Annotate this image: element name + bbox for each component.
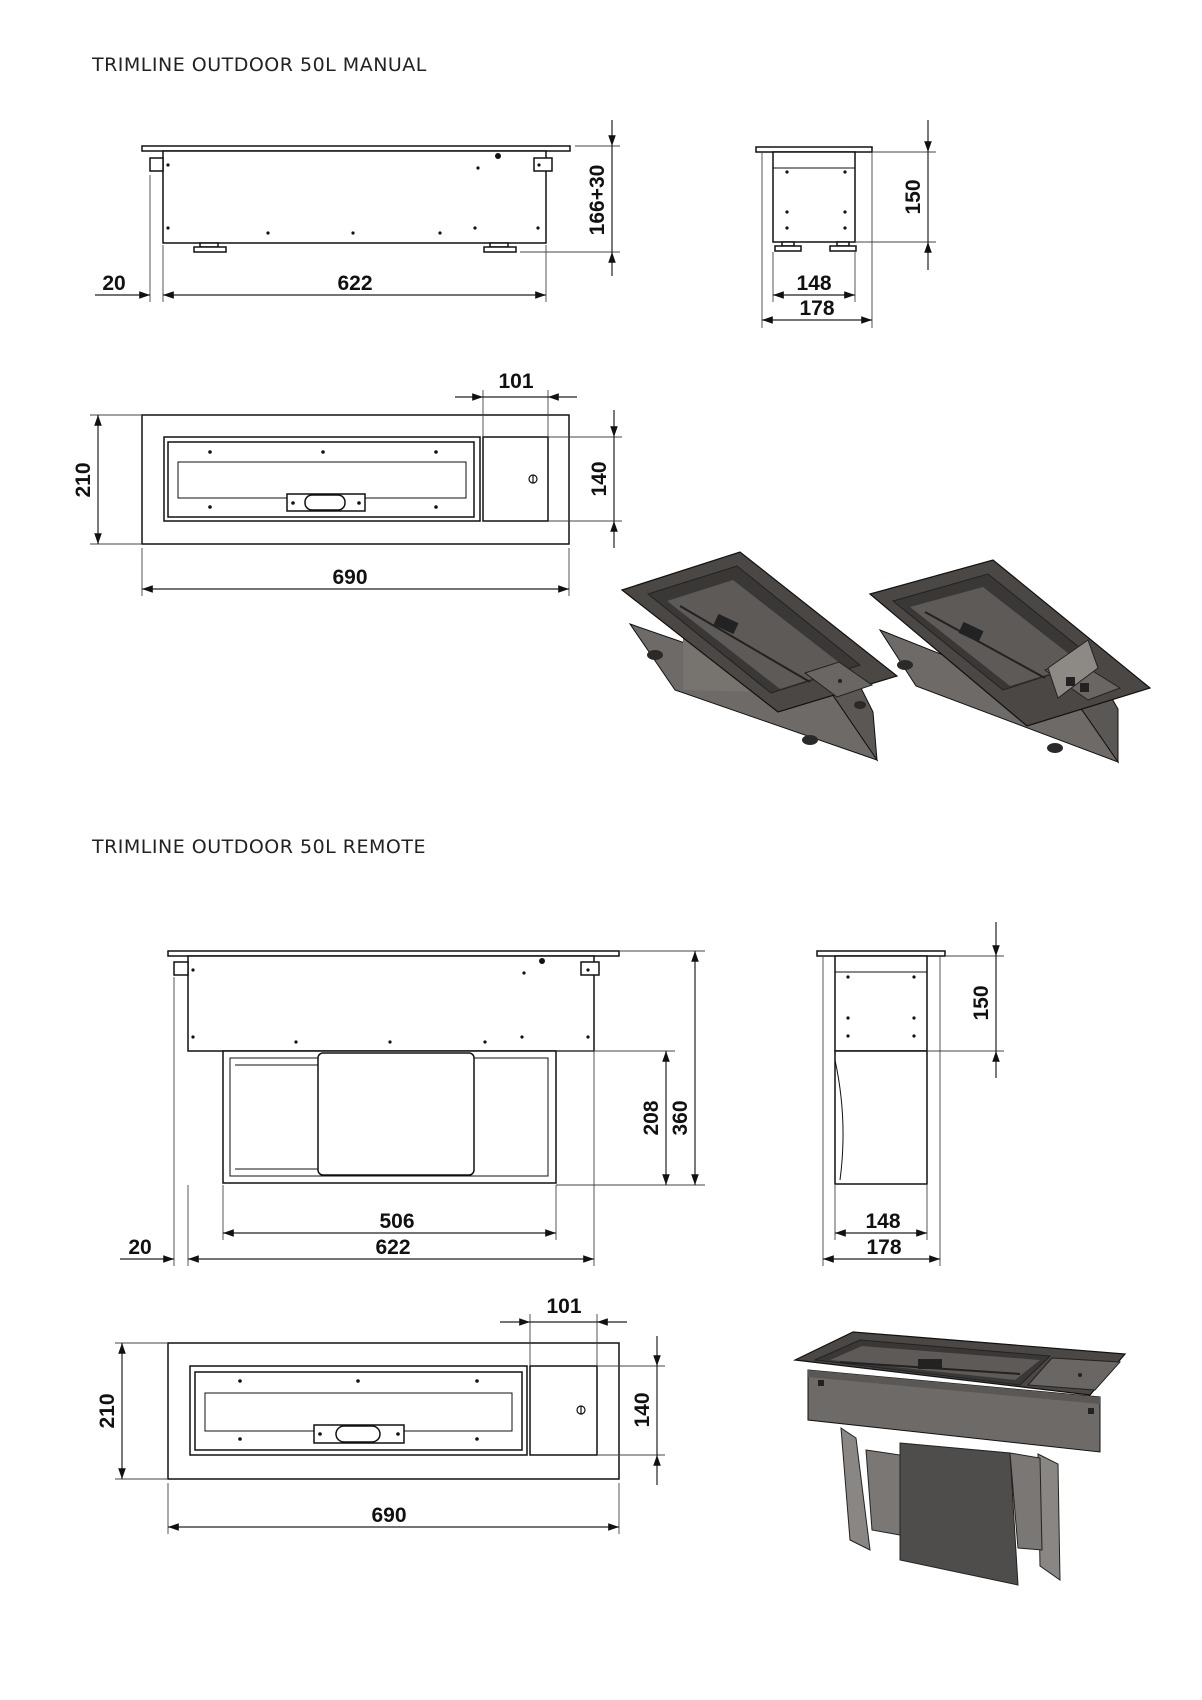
manual-top-length-label: 690 <box>332 566 368 589</box>
remote-offset-label: 20 <box>128 1236 152 1259</box>
manual-front-view <box>142 146 570 252</box>
manual-top-view <box>142 415 569 544</box>
manual-side-height-label: 150 <box>902 179 925 215</box>
remote-total-height-label: 360 <box>669 1100 692 1136</box>
remote-inner-length-label: 506 <box>379 1210 415 1233</box>
manual-panel-width-label: 101 <box>498 370 534 393</box>
manual-height-label: 166+30 <box>586 164 609 236</box>
remote-top-view <box>168 1343 619 1479</box>
manual-offset-label: 20 <box>102 272 126 295</box>
manual-panel-depth-label: 140 <box>588 461 611 497</box>
manual-length-label: 622 <box>337 272 373 295</box>
remote-side-outer-label: 178 <box>866 1236 902 1259</box>
manual-top-depth-label: 210 <box>72 462 95 498</box>
manual-side-inner-label: 148 <box>796 272 832 295</box>
remote-side-height-label: 150 <box>970 985 993 1021</box>
remote-top-length-label: 690 <box>371 1504 407 1527</box>
manual-side-view <box>756 147 872 251</box>
remote-render <box>795 1332 1125 1585</box>
remote-side-inner-label: 148 <box>865 1210 901 1233</box>
remote-front-view <box>168 951 619 1183</box>
remote-top-depth-label: 210 <box>96 1393 119 1429</box>
remote-box-height-label: 208 <box>640 1100 663 1136</box>
remote-panel-width-label: 101 <box>546 1295 582 1318</box>
manual-render-closed <box>622 552 897 760</box>
manual-side-outer-label: 178 <box>799 297 835 320</box>
remote-panel-depth-label: 140 <box>631 1392 654 1428</box>
manual-render-open <box>870 560 1150 762</box>
remote-length-label: 622 <box>375 1236 411 1259</box>
manual-title: TRIMLINE OUTDOOR 50L MANUAL <box>92 54 427 76</box>
remote-title: TRIMLINE OUTDOOR 50L REMOTE <box>92 836 426 858</box>
remote-side-view <box>817 951 945 1184</box>
